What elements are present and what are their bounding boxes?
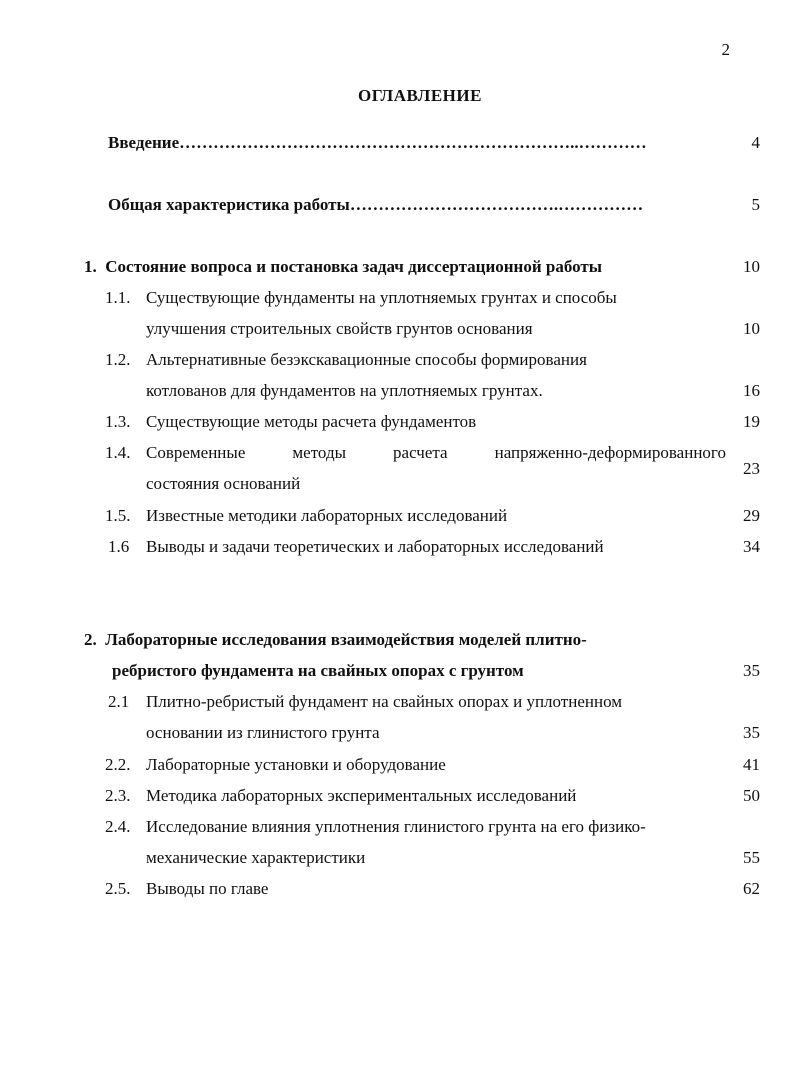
toc-section-line[interactable]: Известные методики лабораторных исследований bbox=[146, 506, 508, 525]
chapter-number: 1. bbox=[84, 257, 97, 276]
chapter-title: Состояние вопроса и постановка задач диссертационной работы bbox=[105, 257, 603, 276]
toc-page-number: 50 bbox=[743, 786, 760, 805]
toc-section-line[interactable]: Существующие фундаменты на уплотняемых грунтах и способы bbox=[146, 288, 617, 307]
toc-chapter-1[interactable] bbox=[84, 251, 602, 282]
toc-section-line[interactable]: Выводы и задачи теоретических и лабораторных исследований bbox=[146, 537, 604, 556]
toc-page-number: 55 bbox=[743, 848, 760, 867]
toc-section-number: 2.3. bbox=[105, 786, 131, 805]
toc-section-line[interactable]: основании из глинистого грунта bbox=[146, 723, 380, 742]
toc-page-number: 10 bbox=[743, 319, 760, 338]
toc-section-line[interactable]: Выводы по главе bbox=[146, 879, 269, 898]
toc-section-number: 2.1 bbox=[108, 692, 130, 711]
toc-section-line[interactable]: Плитно-ребристый фундамент на свайных опорах и уплотненном bbox=[146, 692, 622, 711]
chapter-title-line2[interactable]: ребристого фундамента на свайных опорах с грунтом bbox=[112, 661, 524, 680]
toc-section-line[interactable]: состояния оснований bbox=[146, 474, 301, 493]
toc-section-line[interactable]: Лабораторные установки и оборудование bbox=[146, 755, 446, 774]
toc-leader-dots: ……………………………….…………… bbox=[349, 195, 644, 214]
toc-page-number: 4 bbox=[751, 133, 760, 152]
chapter-title: Лабораторные исследования взаимодействия моделей плитно- bbox=[105, 630, 587, 649]
toc-word: методы bbox=[292, 443, 347, 462]
toc-section-number: 1.1. bbox=[105, 288, 131, 307]
toc-section-number: 1.6 bbox=[108, 537, 130, 556]
toc-word: Современные bbox=[146, 443, 246, 462]
toc-entry-label: Общая характеристика работы bbox=[108, 195, 350, 214]
toc-section-number: 1.3. bbox=[105, 412, 131, 431]
toc-entry-label: Введение bbox=[108, 133, 180, 152]
toc-page-number: 5 bbox=[751, 195, 760, 214]
chapter-number: 2. bbox=[84, 630, 97, 649]
toc-page-number: 34 bbox=[743, 537, 760, 556]
toc-section-number: 1.5. bbox=[105, 506, 131, 525]
toc-entry-intro[interactable] bbox=[108, 127, 647, 158]
toc-word: расчета bbox=[393, 443, 448, 462]
toc-section-line[interactable]: Альтернативные безэкскавационные способы формирования bbox=[146, 350, 587, 369]
toc-section-line[interactable]: Существующие методы расчета фундаментов bbox=[146, 412, 477, 431]
toc-page-number: 62 bbox=[743, 879, 760, 898]
toc-chapter-2[interactable] bbox=[84, 624, 587, 655]
toc-leader-dots: ……………………………………………………………..………… bbox=[179, 133, 647, 152]
toc-section-number: 2.5. bbox=[105, 879, 131, 898]
toc-page-number: 23 bbox=[743, 459, 760, 478]
page-number: 2 bbox=[721, 40, 730, 59]
toc-section-number: 2.4. bbox=[105, 817, 131, 836]
toc-entry-general[interactable] bbox=[108, 189, 643, 220]
toc-section-number: 2.2. bbox=[105, 755, 131, 774]
toc-section-line[interactable] bbox=[146, 437, 726, 468]
toc-page-number: 29 bbox=[743, 506, 760, 525]
toc-section-line[interactable]: механические характеристики bbox=[146, 848, 366, 867]
toc-section-line[interactable]: улучшения строительных свойств грунтов основания bbox=[146, 319, 533, 338]
toc-page-number: 35 bbox=[743, 661, 760, 680]
toc-page-number: 19 bbox=[743, 412, 760, 431]
toc-page-number: 35 bbox=[743, 723, 760, 742]
toc-section-line[interactable]: Исследование влияния уплотнения глинистого грунта на его физико- bbox=[146, 817, 646, 836]
toc-section-line[interactable]: котлованов для фундаментов на уплотняемых грунтах. bbox=[146, 381, 543, 400]
toc-page-number: 41 bbox=[743, 755, 760, 774]
page-title: ОГЛАВЛЕНИЕ bbox=[358, 86, 482, 105]
toc-page-number: 10 bbox=[743, 257, 760, 276]
toc-section-line[interactable]: Методика лабораторных экспериментальных исследований bbox=[146, 786, 577, 805]
toc-word: напряженно-деформированного bbox=[494, 443, 726, 462]
toc-section-number: 1.2. bbox=[105, 350, 131, 369]
toc-section-number: 1.4. bbox=[105, 443, 131, 462]
toc-page-number: 16 bbox=[743, 381, 760, 400]
